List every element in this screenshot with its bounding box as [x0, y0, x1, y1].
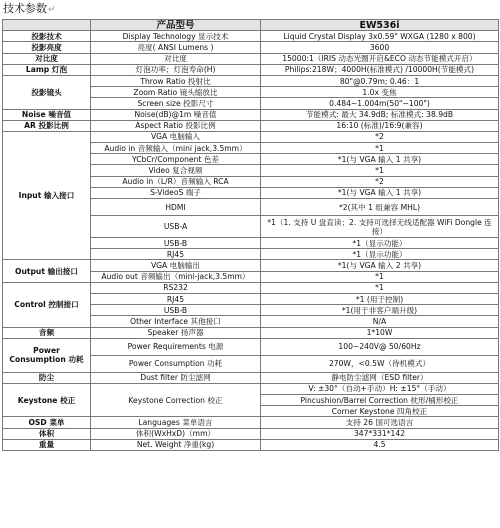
item-cell: Aspect Ratio 投影比例 — [91, 120, 261, 131]
category-cell: Output 输出接口 — [3, 260, 91, 282]
category-cell: 投影镜头 — [3, 75, 91, 109]
table-row — [3, 372, 499, 383]
table-row — [3, 327, 499, 338]
table-row — [3, 64, 499, 75]
value-cell: *2 — [261, 131, 499, 142]
value-cell: 100~240V@ 50/60Hz — [261, 338, 499, 355]
item-cell: Net. Weight 净重(kg) — [91, 439, 261, 450]
table-row — [3, 53, 499, 64]
item-cell: 体积(WxHxD)（mm） — [91, 428, 261, 439]
value-cell: 0.484~1.004m(50"~100") — [261, 98, 499, 109]
category-cell: Control 控制接口 — [3, 282, 91, 327]
value-cell: *1(与 VGA 输入 1 共享) — [261, 154, 499, 165]
header-item: 产品型号 — [91, 20, 261, 31]
item-cell: Zoom Ratio 镜头缩放比 — [91, 87, 261, 98]
table-row — [3, 260, 499, 271]
value-cell: *1(用于非客户端升级) — [261, 305, 499, 316]
table-row — [3, 120, 499, 131]
category-cell: Noise 噪音值 — [3, 109, 91, 120]
value-cell: 1.0x 变焦 — [261, 87, 499, 98]
category-cell: 防尘 — [3, 372, 91, 383]
item-cell: Noise(dB)@1m 噪音值 — [91, 109, 261, 120]
value-cell: V: ±30°（自动+手动）H: ±15°（手动） — [261, 383, 499, 394]
category-cell: 投影亮度 — [3, 42, 91, 53]
item-cell: Screen size 投影尺寸 — [91, 98, 261, 109]
item-cell: S-VideoS 端子 — [91, 187, 261, 198]
value-cell: *1(与 VGA 输入 1 共享) — [261, 187, 499, 198]
category-cell: 体积 — [3, 428, 91, 439]
value-cell: N/A — [261, 316, 499, 327]
item-cell: Languages 菜单语言 — [91, 417, 261, 428]
value-cell: *2 — [261, 176, 499, 187]
value-cell: 节能模式: 最大 34.9dB; 标准模式: 38.9dB — [261, 109, 499, 120]
table-row — [3, 338, 499, 355]
spec-table — [2, 19, 499, 451]
item-cell: HDMI — [91, 199, 261, 216]
item-cell: USB-B — [91, 238, 261, 249]
category-cell: Power Consumption 功耗 — [3, 338, 91, 372]
item-cell: RJ45 — [91, 293, 261, 304]
value-cell: *1(与 VGA 输入 2 共享) — [261, 260, 499, 271]
table-header-row — [3, 20, 499, 31]
value-cell: *1（1. 支持 U 盘直读；2. 支持可选择无线适配器 WiFi Dongle 连接） — [261, 216, 499, 238]
table-row — [3, 383, 499, 394]
item-cell: Dust filter 防尘滤网 — [91, 372, 261, 383]
item-cell: RS232 — [91, 282, 261, 293]
table-row — [3, 417, 499, 428]
item-cell: Keystone Correction 校正 — [91, 383, 261, 417]
value-cell: *1 — [261, 143, 499, 154]
item-cell: VGA 电脑输出 — [91, 260, 261, 271]
value-cell: 15000:1（IRIS 动态光圈开启&ECO 动态节能模式开启） — [261, 53, 499, 64]
item-cell: Speaker 扬声器 — [91, 327, 261, 338]
value-cell: *2(其中 1 组兼容 MHL) — [261, 199, 499, 216]
category-cell: OSD 菜单 — [3, 417, 91, 428]
value-cell: 16:10 (标准)/16:9(兼容) — [261, 120, 499, 131]
header-value: EW536i — [261, 20, 499, 31]
table-row — [3, 439, 499, 450]
value-cell: Liquid Crystal Display 3x0.59" WXGA (1280 x 800) — [261, 31, 499, 42]
item-cell: Display Technology 显示技术 — [91, 31, 261, 42]
value-cell: 3600 — [261, 42, 499, 53]
table-row — [3, 42, 499, 53]
table-row — [3, 131, 499, 142]
category-cell: AR 投影比例 — [3, 120, 91, 131]
value-cell: 80"@0.79m; 0.46：1 — [261, 75, 499, 86]
value-cell: *1 — [261, 282, 499, 293]
category-cell: 投影技术 — [3, 31, 91, 42]
category-cell: 对比度 — [3, 53, 91, 64]
item-cell: VGA 电脑输入 — [91, 131, 261, 142]
table-row — [3, 75, 499, 86]
value-cell: Philips:218W；4000H(标准模式) /10000H(节能模式) — [261, 64, 499, 75]
category-cell: Lamp 灯泡 — [3, 64, 91, 75]
value-cell: 静电防尘滤网（ESD filter） — [261, 372, 499, 383]
item-cell: Audio out 音频输出（mini-jack,3.5mm） — [91, 271, 261, 282]
value-cell: 270W，<0.5W（待机模式） — [261, 355, 499, 372]
document-title: 技术参数↵ — [3, 2, 56, 15]
category-cell: 音频 — [3, 327, 91, 338]
category-cell: Input 输入接口 — [3, 131, 91, 260]
item-cell: Other Interface 其他接口 — [91, 316, 261, 327]
category-cell: Keystone 校正 — [3, 383, 91, 417]
item-cell: USB-A — [91, 216, 261, 238]
item-cell: Power Consumption 功耗 — [91, 355, 261, 372]
value-cell: 347*331*142 — [261, 428, 499, 439]
item-cell: Audio in 音频输入（mini jack,3.5mm） — [91, 143, 261, 154]
item-cell: 对比度 — [91, 53, 261, 64]
item-cell: Audio in（L/R）音频输入 RCA — [91, 176, 261, 187]
value-cell: *1 (用于控制) — [261, 293, 499, 304]
item-cell: Throw Ratio 投射比 — [91, 75, 261, 86]
value-cell: *1 — [261, 271, 499, 282]
item-cell: Power Requirements 电源 — [91, 338, 261, 355]
item-cell: YCbCr/Component 色差 — [91, 154, 261, 165]
value-cell: Corner Keystone 四角校正 — [261, 406, 499, 417]
table-row — [3, 428, 499, 439]
value-cell: 支持 26 国可选语言 — [261, 417, 499, 428]
table-row — [3, 282, 499, 293]
item-cell: 灯泡功率；灯泡寿命(H) — [91, 64, 261, 75]
value-cell: *1（显示功能） — [261, 238, 499, 249]
value-cell: 1*10W — [261, 327, 499, 338]
value-cell: Pincushion/Barrel Correction 枕形/桶形校正 — [261, 395, 499, 406]
table-row — [3, 109, 499, 120]
value-cell: *1（显示功能） — [261, 249, 499, 260]
table-row — [3, 31, 499, 42]
item-cell: 亮度( ANSI Lumens ) — [91, 42, 261, 53]
header-cat — [3, 20, 91, 31]
value-cell: *1 — [261, 165, 499, 176]
value-cell: 4.5 — [261, 439, 499, 450]
item-cell: RJ45 — [91, 249, 261, 260]
category-cell: 重量 — [3, 439, 91, 450]
item-cell: Video 复合视频 — [91, 165, 261, 176]
item-cell: USB-B — [91, 305, 261, 316]
